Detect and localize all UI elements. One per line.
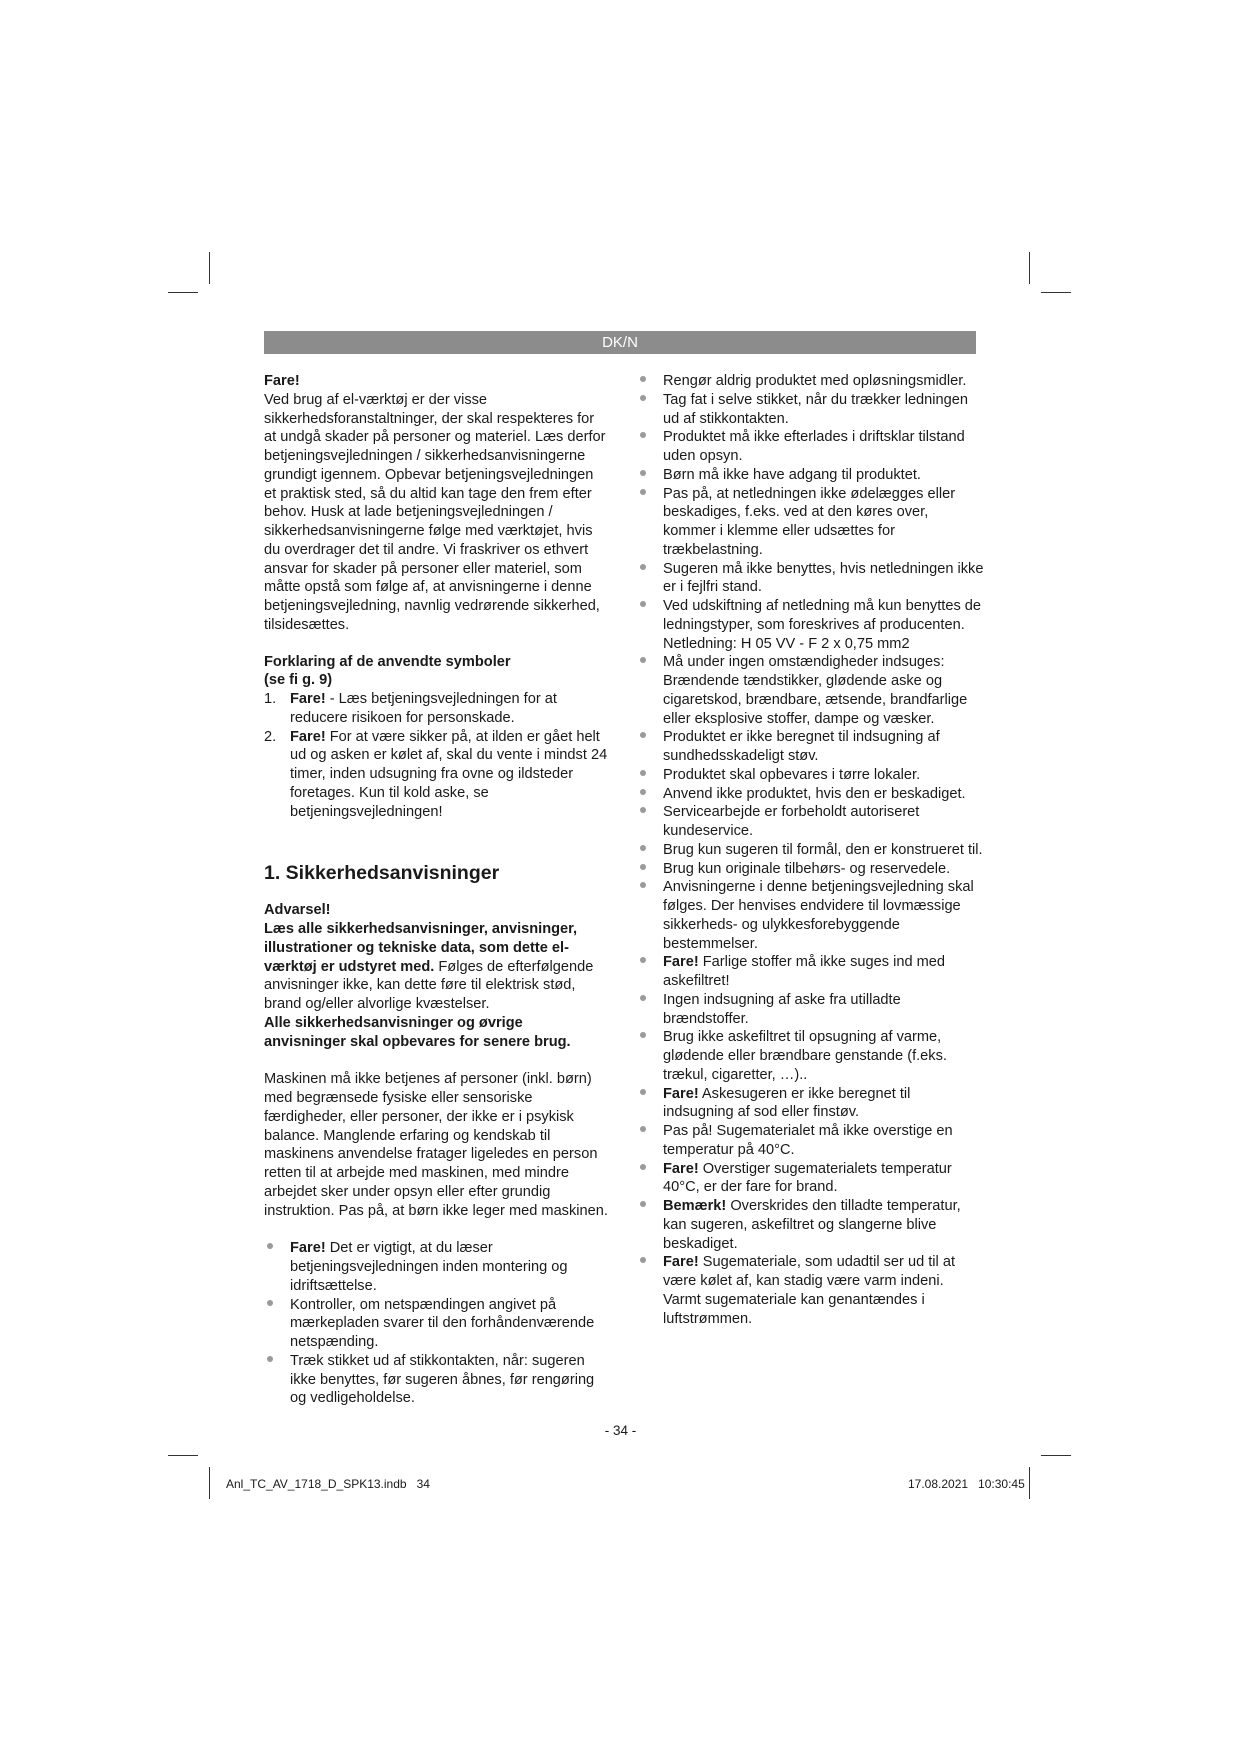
left-column [264, 372, 608, 1408]
bullet-icon [640, 470, 646, 476]
bullet-text: Farlige stoffer må ikke suges ind med askefiltret! [663, 954, 945, 989]
bullet-text: Overskrides den tilladte temperatur, kan sugeren, askefiltret og slangerne blive beskadiget. [663, 1198, 961, 1252]
bullet-bold: Fare! [663, 1085, 699, 1102]
bullet-icon [640, 732, 646, 738]
bullet-item [637, 372, 985, 391]
warning-bold: Læs alle sikkerhedsanvisninger, anvisninger, illustrationer og tekniske data, som dette el-værktøj er udstyret med. [264, 921, 578, 975]
crop-mark [1041, 292, 1071, 293]
bullet-icon [640, 1032, 646, 1038]
warning-text [264, 920, 608, 1014]
bullet-item [637, 1028, 985, 1084]
bullet-icon [640, 657, 646, 663]
bullet-text: Askesugeren er ikke beregnet til indsugning af sod eller finstøv. [663, 1085, 911, 1121]
crop-mark [1041, 1455, 1071, 1456]
bullet-icon [640, 1126, 646, 1132]
bullet-text: Brug kun sugeren til formål, den er konstrueret til. [663, 841, 983, 858]
bullet-text: Må under ingen omstændigheder indsuges: Brændende tændstikker, glødende aske og cigaretskod, brændbare, ætsende, brandfarlige eller eksplosive stoffer, dampe og væsker. [663, 654, 968, 727]
warning-body: Følges de efterfølgende anvisninger ikke, kan dette føre til elektrisk stød, brand og/eller alvorlige kvæstelser. [264, 958, 594, 1012]
intro-title: Fare! [264, 373, 300, 389]
section-title: 1. Sikkerhedsanvisninger [264, 862, 500, 885]
bullet-item [637, 1085, 985, 1123]
bullet-icon [640, 395, 646, 401]
bullet-icon [640, 770, 646, 776]
bullet-item [637, 466, 985, 485]
bullet-text: Træk stikket ud af stikkontakten, når: sugeren ikke benyttes, før sugeren åbnes, før rengøring og vedligeholdelse. [290, 1352, 595, 1407]
symbol-item [264, 728, 608, 822]
bullet-item [637, 1122, 985, 1160]
bullet-item [264, 1239, 608, 1295]
warning-bold-2: Alle sikkerhedsanvisninger og øvrige anvisninger skal opbevares for senere brug. [264, 1014, 571, 1050]
bullet-item [637, 1253, 985, 1328]
bullet-text: Brug ikke askefiltret til opsugning af varme, glødende eller brændbare genstande (f.eks. trækul, cigaretter, …).. [663, 1029, 947, 1083]
bullet-icon [640, 1089, 646, 1095]
bullet-text: Brug kun originale tilbehørs- og reservedele. [663, 860, 951, 877]
symbols-list [264, 690, 608, 821]
bullet-icon [267, 1356, 273, 1362]
bullet-text: Sugemateriale, som udadtil ser ud til at være kølet af, kan stadig være varm indeni. Varmt sugemateriale kan genantændes i luftstrømmen. [663, 1254, 956, 1327]
bullet-item [264, 1296, 608, 1352]
bullet-text: Anvisningerne i denne betjeningsvejledning skal følges. Der henvises endvidere til lovmæssige sikkerheds- og ulykkesforebyggende bestemmelser. [663, 879, 974, 952]
bullet-item [637, 878, 985, 953]
bullet-text: Pas på, at netledningen ikke ødelægges eller beskadiges, f.eks. ved at den køres over, kommer i klemme eller udsættes for trækbelastning. [663, 485, 956, 558]
symbol-bold: Fare! [290, 728, 326, 745]
page-number: - 34 - [604, 1423, 637, 1438]
crop-mark [209, 1467, 210, 1499]
bullet-item [637, 597, 985, 653]
bullet-text: Overstiger sugematerialets temperatur 40°C, er der fare for brand. [663, 1160, 952, 1196]
bullet-item [264, 1352, 608, 1408]
bullet-item [637, 728, 985, 766]
bullet-icon [640, 1201, 646, 1207]
symbol-text: - Læs betjeningsvejledningen for at reducere risikoen for personskade. [290, 691, 557, 726]
bullet-item [637, 485, 985, 560]
bullet-icon [640, 432, 646, 438]
bullet-item [637, 428, 985, 466]
footer-filename: Anl_TC_AV_1718_D_SPK13.indb 34 [226, 1477, 430, 1491]
bullet-item [637, 991, 985, 1029]
bullet-icon [640, 1257, 646, 1263]
bullet-icon [640, 864, 646, 870]
machine-text: Maskinen må ikke betjenes af personer (inkl. børn) med begrænsede fysiske eller sensoriske færdigheder, eller personer, der ikke er i psykisk balance. Manglende erfaring og kendskab til maskinens anvendelse fratager ligeledes en person retten til at arbejde med maskinen, med mindre arbejdet sker under opsyn eller efter grundig instruktion. Pas på, at børn ikke leger med maskinen. [264, 1071, 608, 1219]
symbols-title: Forklaring af de anvendte symboler [264, 653, 511, 670]
symbol-number: 2. [264, 728, 277, 745]
bullet-icon [640, 957, 646, 963]
bullet-icon [640, 601, 646, 607]
left-bullet-list [264, 1239, 608, 1408]
bullet-bold: Fare! [663, 1254, 699, 1271]
bullet-bold: Fare! [663, 1160, 699, 1177]
bullet-text: Sugeren må ikke benyttes, hvis netledningen ikke er i fejlfri stand. [663, 560, 984, 596]
bullet-text: Det er vigtigt, at du læser betjeningsvejledningen inden montering og idriftsættelse. [290, 1240, 568, 1294]
bullet-text: Børn må ikke have adgang til produktet. [663, 466, 921, 483]
bullet-text: Anvend ikke produktet, hvis den er beskadiget. [663, 785, 966, 802]
crop-mark [1029, 252, 1030, 284]
bullet-icon [267, 1300, 273, 1306]
symbols-subtitle: (se fi g. 9) [264, 672, 333, 689]
bullet-item [637, 803, 985, 841]
bullet-bold: Bemærk! [663, 1198, 727, 1214]
bullet-icon [640, 376, 646, 382]
bullet-text: Ingen indsugning af aske fra utilladte brændstoffer. [663, 991, 901, 1027]
bullet-icon [640, 995, 646, 1001]
intro-text: Ved brug af el-værktøj er der visse sikkerhedsforanstaltninger, der skal respekteres for at undgå skader på personer og materiel. Læs derfor betjeningsvejledningen / sikkerhedsanvisningerne grundigt igennem. Opbevar betjeningsvejledningen et praktisk sted, så du altid kan tage den frem efter behov. Husk at lade betjeningsvejledningen / sikkerhedsanvisningerne følge med værktøjet, hvis du overdrager det til andre. Vi fraskriver os ethvert ansvar for skader på personer eller materiel, som måtte opstå som følge af, at anvisningerne i denne betjeningsvejledning, navnlig vedrørende sikkerhed, tilsidesættes. [264, 391, 606, 633]
bullet-item [637, 766, 985, 785]
language-header-bar: DK/N [264, 331, 976, 354]
bullet-icon [640, 845, 646, 851]
bullet-text: Tag fat i selve stikket, når du trækker ledningen ud af stikkontakten. [663, 391, 969, 427]
symbol-bold: Fare! [290, 691, 326, 707]
warning-title: Advarsel! [264, 902, 331, 919]
bullet-bold: Fare! [663, 954, 699, 971]
bullet-item [637, 1197, 985, 1253]
symbol-item [264, 690, 608, 728]
bullet-icon [640, 807, 646, 813]
bullet-item [637, 841, 985, 860]
bullet-text: Servicearbejde er forbeholdt autoriseret kundeservice. [663, 804, 920, 839]
bullet-icon [640, 564, 646, 570]
right-column [637, 372, 985, 1328]
bullet-item [637, 560, 985, 598]
bullet-icon [640, 1164, 646, 1170]
bullet-item [637, 785, 985, 804]
bullet-icon [267, 1243, 273, 1249]
bullet-bold: Fare! [290, 1240, 326, 1257]
bullet-icon [640, 882, 646, 888]
crop-mark [1029, 1467, 1030, 1499]
footer-timestamp: 17.08.2021 10:30:45 [908, 1477, 1025, 1491]
bullet-text: Kontroller, om netspændingen angivet på mærkepladen svarer til den forhåndenværende netspænding. [290, 1296, 595, 1350]
bullet-text: Produktet må ikke efterlades i driftsklar tilstand uden opsyn. [663, 429, 965, 464]
crop-mark [168, 1455, 198, 1456]
bullet-item [637, 953, 985, 991]
bullet-icon [640, 489, 646, 495]
bullet-text: Produktet skal opbevares i tørre lokaler. [663, 766, 921, 783]
bullet-text: Pas på! Sugematerialet må ikke overstige en temperatur på 40°C. [663, 1123, 953, 1158]
bullet-text: Rengør aldrig produktet med opløsningsmidler. [663, 373, 967, 389]
right-bullet-list [637, 372, 985, 1328]
bullet-item [637, 391, 985, 429]
bullet-text: Ved udskiftning af netledning må kun benyttes de ledningstyper, som foreskrives af producenten. Netledning: H 05 VV - F 2 x 0,75 mm2 [663, 598, 982, 652]
bullet-item [637, 1160, 985, 1198]
symbol-text: For at være sikker på, at ilden er gået helt ud og asken er kølet af, skal du vente i mindst 24 timer, inden udsugning fra ovne og ildsteder foretages. Kun til kold aske, se betjeningsvejledningen! [290, 728, 608, 820]
symbol-number: 1. [264, 691, 277, 707]
crop-mark [209, 252, 210, 284]
crop-mark [168, 292, 198, 293]
bullet-icon [640, 789, 646, 795]
bullet-item [637, 653, 985, 728]
bullet-item [637, 860, 985, 879]
bullet-text: Produktet er ikke beregnet til indsugning af sundhedsskadeligt støv. [663, 729, 940, 764]
